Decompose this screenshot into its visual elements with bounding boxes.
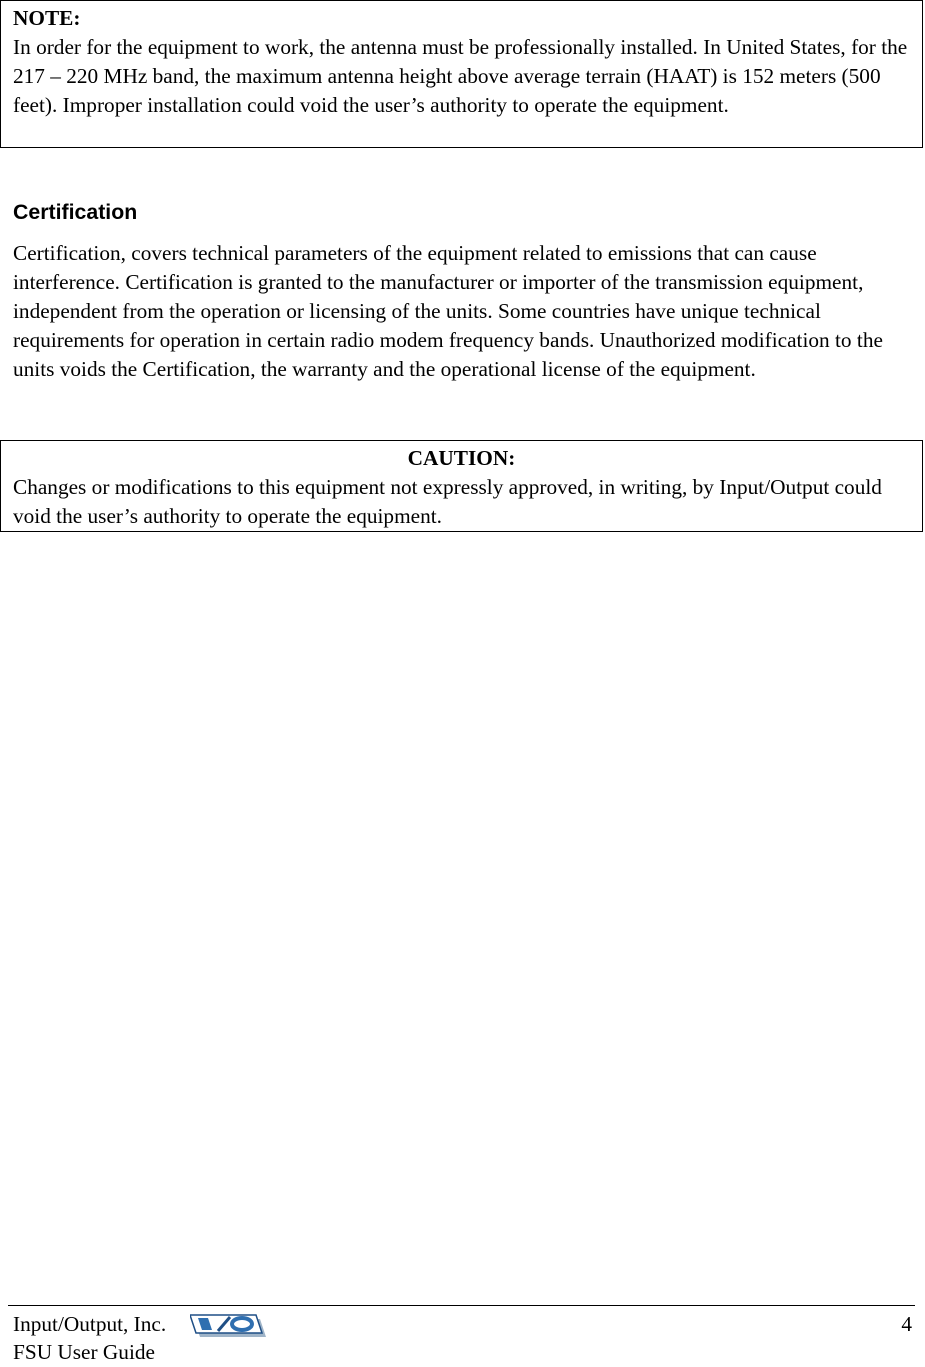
certification-paragraph: Certification, covers technical parameters of the equipment related to emissions that can cause interference. Certification is granted to the manufacturer or importer of the transmission equipment, independent from the operation or licensing of the units. Some countries have unique technical requirements for operation in certain radio modem frequency bands. Unauthorized modification to the units voids the Certification, the warranty and the operational license of the equipment. xyxy=(13,241,883,381)
footer-company: Input/Output, Inc. xyxy=(13,1312,167,1336)
caution-title: CAUTION: xyxy=(407,446,516,470)
footer-guide-title: FSU User Guide xyxy=(13,1340,155,1364)
caution-text: Changes or modifications to this equipment not expressly approved, in writing, by Input/Output could void the user’s authority to operate the equipment. xyxy=(13,475,882,528)
note-title: NOTE: xyxy=(13,6,81,30)
section-heading-certification: Certification xyxy=(13,200,138,224)
page-number: 4 xyxy=(901,1312,912,1336)
io-logo-icon xyxy=(190,1313,268,1339)
caution-box xyxy=(0,440,923,532)
footer-divider xyxy=(8,1305,915,1306)
note-box xyxy=(0,0,923,148)
note-text: In order for the equipment to work, the antenna must be professionally installed. In United States, for the 217 – 220 MHz band, the maximum antenna height above average terrain (HAAT) is 152 meters (500 feet). Improper installation could void the user’s authority to operate the equipment. xyxy=(13,35,908,117)
